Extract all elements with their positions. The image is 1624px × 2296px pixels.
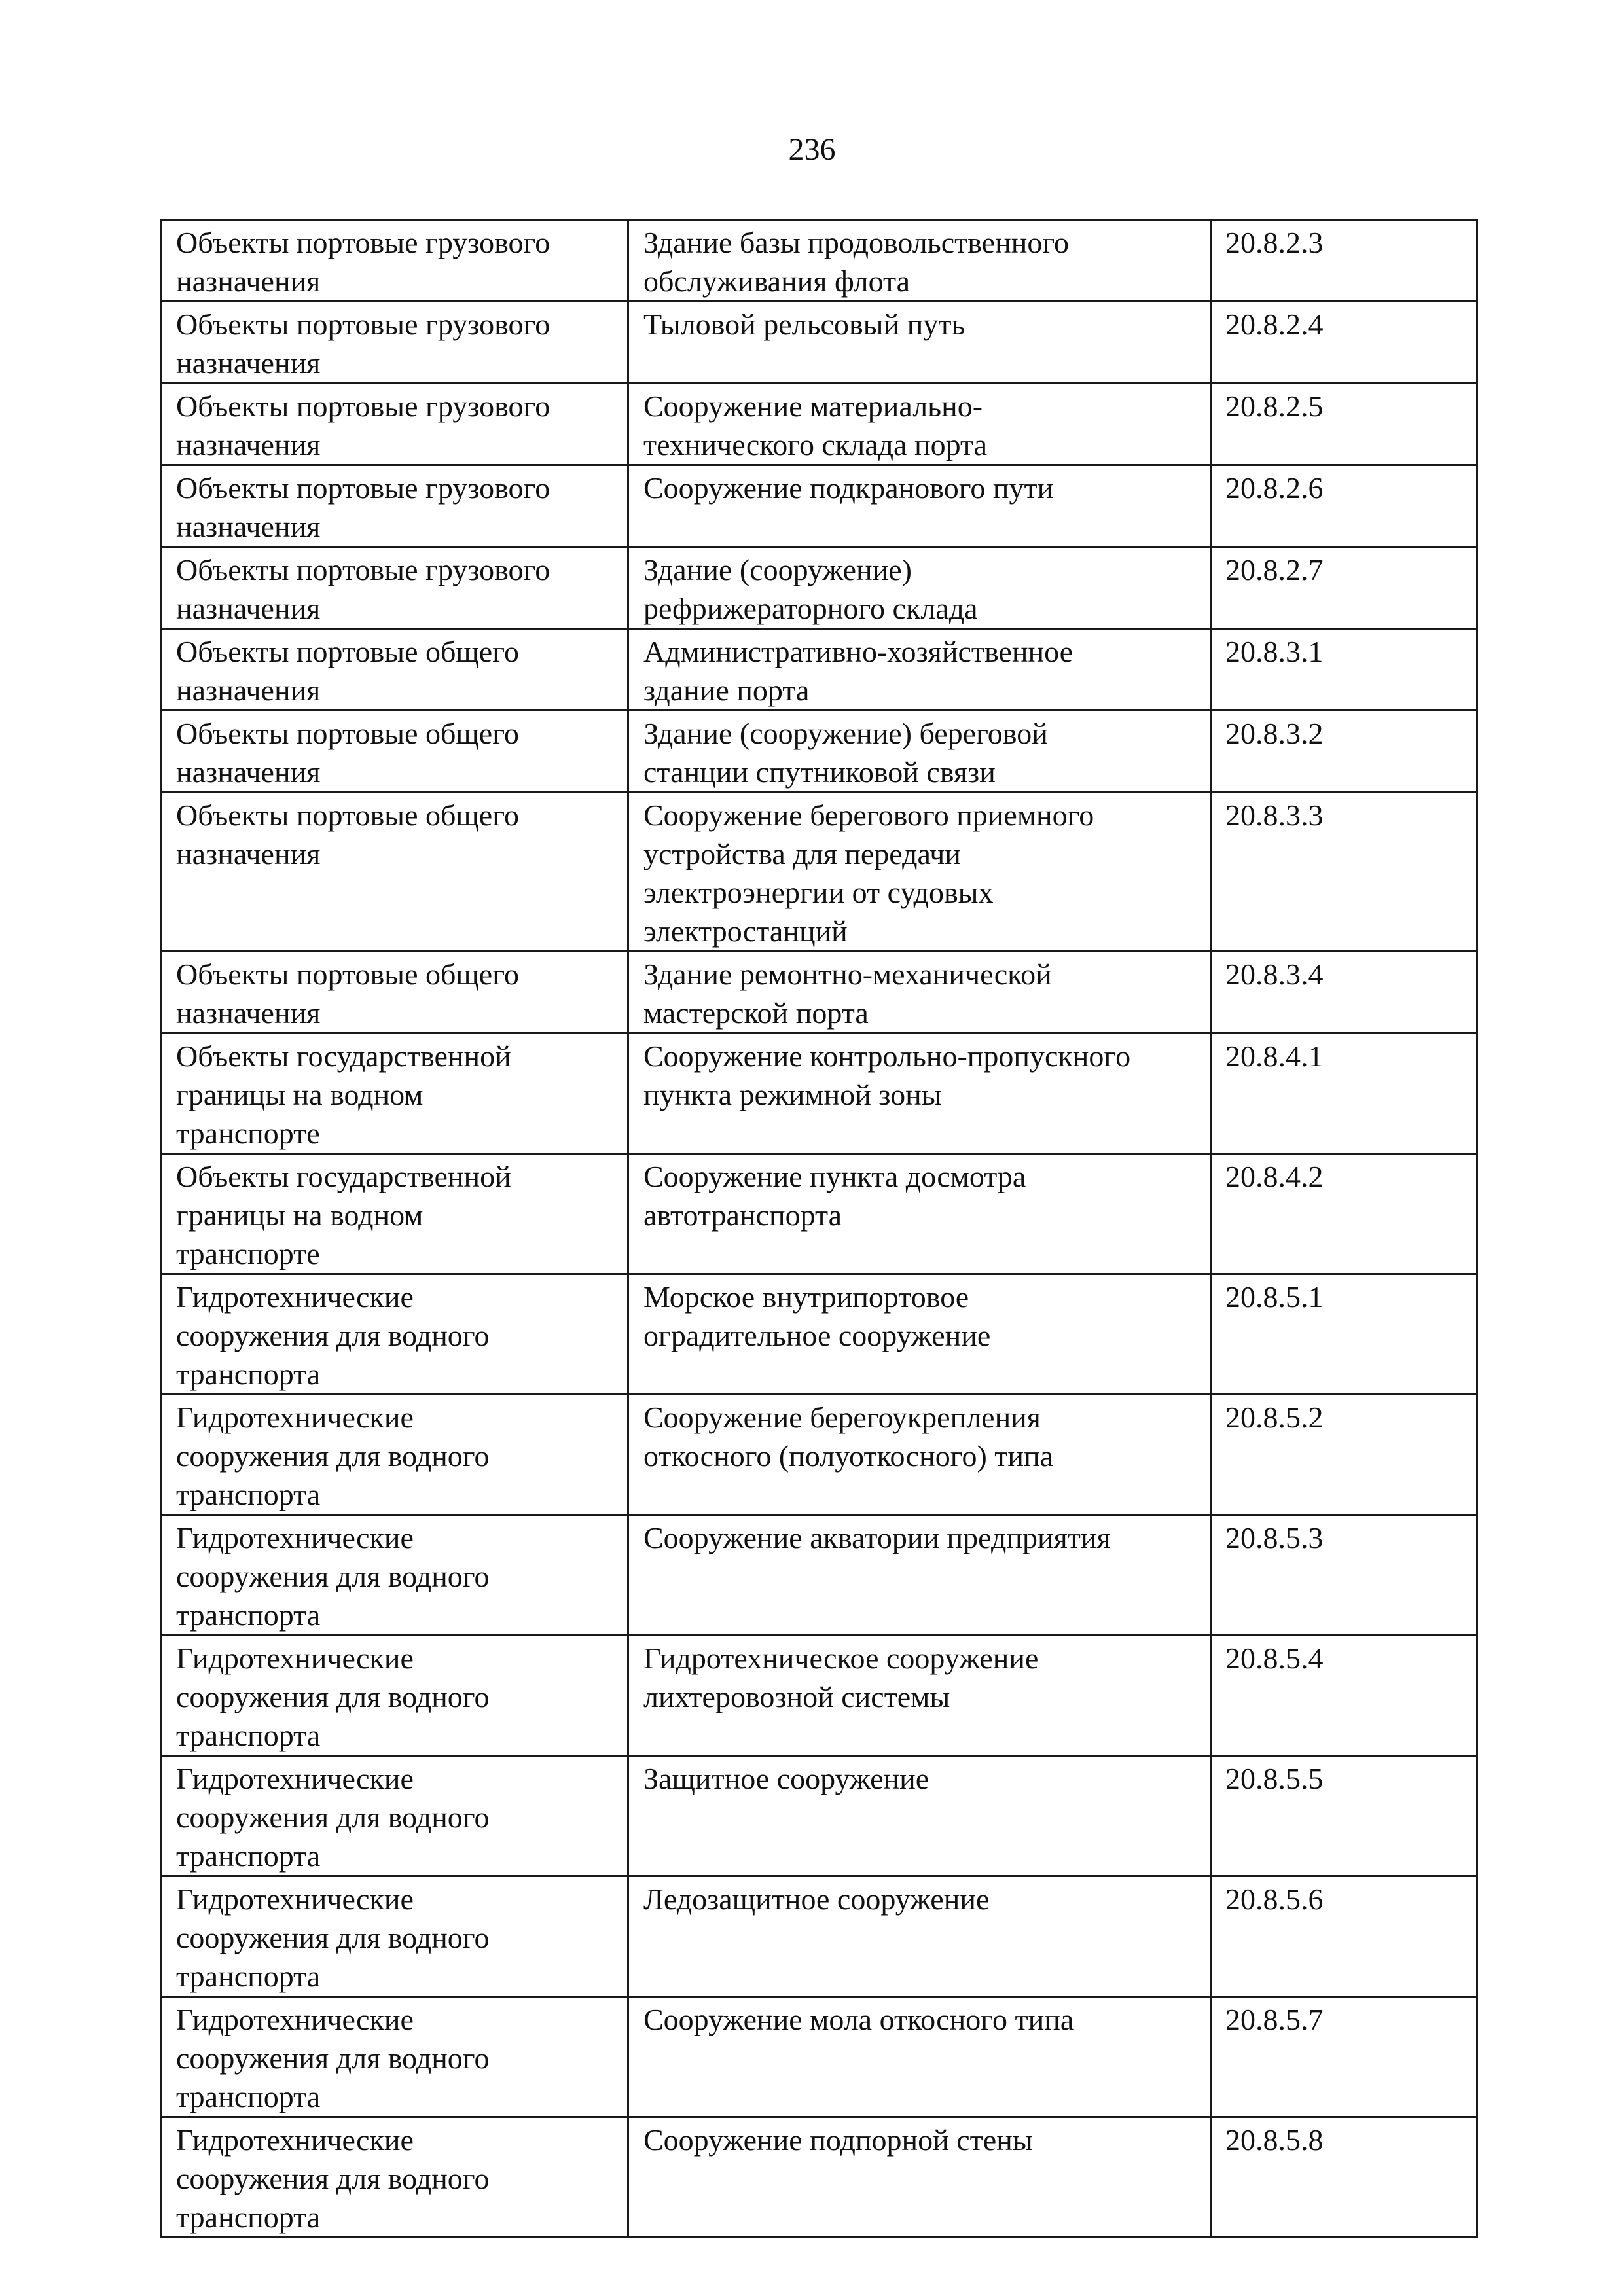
- object-name-cell: [628, 1997, 1212, 2117]
- category-cell: [161, 1756, 628, 1876]
- object-name-cell-text: Сооружение мола откосного типа: [643, 2003, 1074, 2036]
- object-name-cell: [628, 1636, 1212, 1756]
- category-cell-text: Объекты государственной границы на водном транспорте: [176, 1160, 511, 1270]
- category-cell-text: Гидротехнические сооружения для водного транспорта: [176, 2123, 490, 2234]
- table-row: [161, 465, 1477, 547]
- object-name-cell: [628, 2117, 1212, 2238]
- table-row: [161, 793, 1477, 952]
- table-row: [161, 952, 1477, 1033]
- code-cell: [1212, 1636, 1477, 1756]
- table-row: [161, 1033, 1477, 1154]
- category-cell: [161, 1033, 628, 1154]
- code-cell: [1212, 1876, 1477, 1997]
- code-cell: [1212, 1395, 1477, 1515]
- code-cell: [1212, 793, 1477, 952]
- category-cell: [161, 1395, 628, 1515]
- table-row: [161, 1997, 1477, 2117]
- category-cell: [161, 1997, 628, 2117]
- table-row: [161, 220, 1477, 302]
- category-cell: [161, 547, 628, 629]
- object-name-cell-text: Защитное сооружение: [643, 1762, 929, 1795]
- code-cell: [1212, 952, 1477, 1033]
- registry-table-body: [161, 220, 1477, 2238]
- object-name-cell-text: Сооружение берегоукрепления откосного (полуоткосного) типа: [643, 1401, 1054, 1473]
- code-cell: [1212, 1154, 1477, 1274]
- registry-table: [160, 219, 1478, 2238]
- category-cell-text: Объекты портовые грузового назначения: [176, 471, 550, 543]
- category-cell-text: Объекты портовые грузового назначения: [176, 226, 550, 298]
- category-cell: [161, 711, 628, 793]
- table-row: [161, 1274, 1477, 1395]
- code-cell: [1212, 629, 1477, 711]
- object-name-cell-text: Сооружение пункта досмотра автотранспорта: [643, 1160, 1026, 1232]
- code-cell: [1212, 1515, 1477, 1636]
- code-cell-text: 20.8.5.5: [1225, 1762, 1324, 1795]
- code-cell-text: 20.8.2.4: [1225, 308, 1324, 341]
- code-cell-text: 20.8.5.4: [1225, 1641, 1324, 1675]
- object-name-cell: [628, 1515, 1212, 1636]
- category-cell: [161, 629, 628, 711]
- table-row: [161, 547, 1477, 629]
- category-cell-text: Объекты портовые общего назначения: [176, 958, 519, 1030]
- object-name-cell-text: Административно-хозяйственное здание порта: [643, 635, 1074, 707]
- object-name-cell: [628, 220, 1212, 302]
- code-cell-text: 20.8.4.1: [1225, 1039, 1324, 1073]
- code-cell-text: 20.8.4.2: [1225, 1160, 1324, 1193]
- table-row: [161, 1515, 1477, 1636]
- object-name-cell-text: Здание (сооружение) рефрижераторного склада: [643, 553, 978, 625]
- object-name-cell: [628, 384, 1212, 465]
- object-name-cell: [628, 1756, 1212, 1876]
- category-cell-text: Объекты портовые грузового назначения: [176, 553, 550, 625]
- category-cell-text: Гидротехнические сооружения для водного транспорта: [176, 1280, 490, 1391]
- category-cell: [161, 220, 628, 302]
- table-row: [161, 302, 1477, 384]
- category-cell-text: Гидротехнические сооружения для водного транспорта: [176, 1882, 490, 1993]
- code-cell: [1212, 220, 1477, 302]
- code-cell: [1212, 465, 1477, 547]
- code-cell-text: 20.8.5.2: [1225, 1401, 1324, 1434]
- code-cell-text: 20.8.2.7: [1225, 553, 1324, 586]
- code-cell-text: 20.8.5.1: [1225, 1280, 1324, 1314]
- object-name-cell: [628, 1274, 1212, 1395]
- category-cell: [161, 1154, 628, 1274]
- category-cell: [161, 2117, 628, 2238]
- table-row: [161, 1395, 1477, 1515]
- table-row: [161, 1154, 1477, 1274]
- code-cell: [1212, 1274, 1477, 1395]
- object-name-cell-text: Сооружение материально- технического склада порта: [643, 389, 988, 461]
- table-row: [161, 384, 1477, 465]
- category-cell-text: Гидротехнические сооружения для водного транспорта: [176, 1641, 490, 1752]
- code-cell: [1212, 1033, 1477, 1154]
- object-name-cell-text: Сооружение берегового приемного устройства для передачи электроэнергии от судовых электростанций: [643, 798, 1094, 948]
- code-cell: [1212, 302, 1477, 384]
- code-cell: [1212, 1997, 1477, 2117]
- object-name-cell: [628, 1033, 1212, 1154]
- code-cell-text: 20.8.5.3: [1225, 1521, 1324, 1554]
- category-cell-text: Гидротехнические сооружения для водного транспорта: [176, 2003, 490, 2113]
- code-cell: [1212, 1756, 1477, 1876]
- table-row: [161, 711, 1477, 793]
- code-cell-text: 20.8.2.3: [1225, 226, 1324, 259]
- object-name-cell-text: Морское внутрипортовое оградительное сооружение: [643, 1280, 991, 1352]
- code-cell: [1212, 2117, 1477, 2238]
- object-name-cell: [628, 1395, 1212, 1515]
- code-cell-text: 20.8.3.4: [1225, 958, 1324, 991]
- object-name-cell: [628, 793, 1212, 952]
- object-name-cell-text: Сооружение подпорной стены: [643, 2123, 1033, 2157]
- object-name-cell-text: Тыловой рельсовый путь: [643, 308, 965, 341]
- category-cell-text: Объекты портовые общего назначения: [176, 717, 519, 789]
- object-name-cell-text: Гидротехническое сооружение лихтеровозной системы: [643, 1641, 1039, 1713]
- code-cell-text: 20.8.5.7: [1225, 2003, 1324, 2036]
- category-cell-text: Гидротехнические сооружения для водного транспорта: [176, 1762, 490, 1873]
- category-cell: [161, 384, 628, 465]
- category-cell: [161, 1636, 628, 1756]
- category-cell: [161, 465, 628, 547]
- category-cell-text: Гидротехнические сооружения для водного транспорта: [176, 1401, 490, 1511]
- object-name-cell-text: Сооружение подкранового пути: [643, 471, 1054, 505]
- category-cell: [161, 1515, 628, 1636]
- code-cell: [1212, 547, 1477, 629]
- code-cell: [1212, 384, 1477, 465]
- category-cell-text: Объекты портовые грузового назначения: [176, 308, 550, 380]
- category-cell-text: Объекты портовые грузового назначения: [176, 389, 550, 461]
- table-row: [161, 1876, 1477, 1997]
- object-name-cell-text: Здание базы продовольственного обслуживания флота: [643, 226, 1070, 298]
- object-name-cell-text: Сооружение контрольно-пропускного пункта режимной зоны: [643, 1039, 1131, 1111]
- object-name-cell: [628, 547, 1212, 629]
- object-name-cell-text: Сооружение акватории предприятия: [643, 1521, 1111, 1554]
- category-cell-text: Гидротехнические сооружения для водного транспорта: [176, 1521, 490, 1632]
- code-cell-text: 20.8.2.6: [1225, 471, 1324, 505]
- category-cell: [161, 1274, 628, 1395]
- object-name-cell: [628, 1876, 1212, 1997]
- object-name-cell: [628, 629, 1212, 711]
- object-name-cell: [628, 302, 1212, 384]
- table-row: [161, 1756, 1477, 1876]
- object-name-cell-text: Здание ремонтно-механической мастерской порта: [643, 958, 1052, 1030]
- code-cell-text: 20.8.2.5: [1225, 389, 1324, 423]
- category-cell-text: Объекты портовые общего назначения: [176, 798, 519, 870]
- object-name-cell: [628, 1154, 1212, 1274]
- table-row: [161, 1636, 1477, 1756]
- object-name-cell-text: Здание (сооружение) береговой станции спутниковой связи: [643, 717, 1048, 789]
- code-cell: [1212, 711, 1477, 793]
- object-name-cell: [628, 711, 1212, 793]
- code-cell-text: 20.8.3.3: [1225, 798, 1324, 832]
- category-cell: [161, 793, 628, 952]
- category-cell: [161, 302, 628, 384]
- code-cell-text: 20.8.5.8: [1225, 2123, 1324, 2157]
- code-cell-text: 20.8.5.6: [1225, 1882, 1324, 1916]
- code-cell-text: 20.8.3.1: [1225, 635, 1324, 668]
- table-row: [161, 629, 1477, 711]
- category-cell: [161, 1876, 628, 1997]
- object-name-cell: [628, 952, 1212, 1033]
- code-cell-text: 20.8.3.2: [1225, 717, 1324, 750]
- table-row: [161, 2117, 1477, 2238]
- page-number: 236: [788, 132, 836, 167]
- object-name-cell-text: Ледозащитное сооружение: [643, 1882, 990, 1916]
- category-cell: [161, 952, 628, 1033]
- category-cell-text: Объекты государственной границы на водном транспорте: [176, 1039, 511, 1150]
- category-cell-text: Объекты портовые общего назначения: [176, 635, 519, 707]
- object-name-cell: [628, 465, 1212, 547]
